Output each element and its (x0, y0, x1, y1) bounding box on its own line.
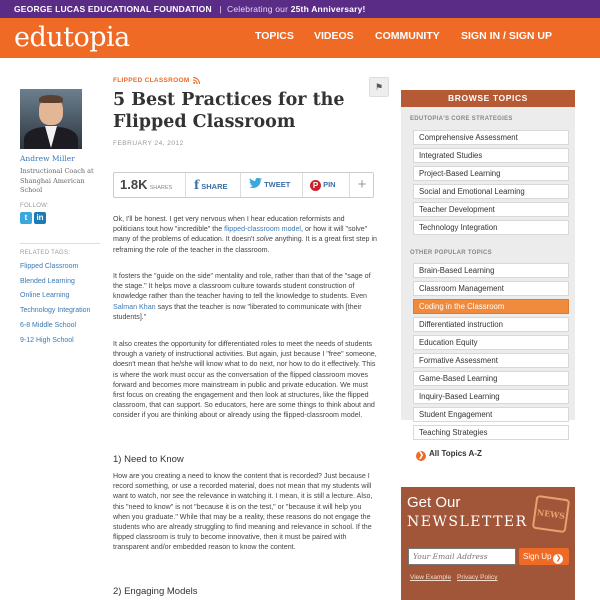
tag-link[interactable]: 9-12 High School (20, 337, 74, 344)
core-strategies-label: EDUTOPIA'S CORE STRATEGIES (410, 116, 513, 122)
all-topics-link[interactable]: ❯ All Topics A-Z (416, 449, 482, 461)
newsletter-panel (401, 487, 575, 600)
tag-link[interactable]: Online Learning (20, 292, 70, 299)
topic-link[interactable]: Comprehensive Assessment (413, 130, 569, 145)
site-header (0, 18, 600, 58)
share-count: 1.8K SHARES (114, 173, 186, 197)
browse-topics-panel (401, 90, 575, 420)
author-title: Instructional Coach at Shanghai American School (20, 167, 94, 194)
article-paragraph: It also creates the opportunity for differentiated roles to meet the needs of students through a variety of instructional activities. But again, just because I "free" someone, doesn't mean that he/she will know what to do next, nor how to do it effectively. This is where the work must occur as the conversation of the flipped classroom moves forward and becomes more mainstream in public and private education. We must first focus on creating the engagement and then look at structures, like the flipped classroom, that can support. So educators, here are some things to think about and consider if you are thinking about or already using the flipped-classroom model. (113, 340, 377, 420)
topic-link[interactable]: Student Engagement (413, 407, 569, 422)
topic-link[interactable]: Classroom Management (413, 281, 569, 296)
pinterest-share-button[interactable]: P PIN (303, 173, 350, 197)
view-example-link[interactable]: View Example (410, 574, 452, 581)
twitter-icon (249, 178, 262, 188)
related-tags-label: RELATED TAGS: (20, 250, 71, 256)
bookmark-button[interactable] (369, 77, 389, 97)
article-date: FEBRUARY 24, 2012 (113, 140, 184, 147)
more-share-button[interactable]: + (357, 176, 367, 193)
tag-link[interactable]: Flipped Classroom (20, 263, 79, 270)
arrow-right-icon: ❯ (553, 554, 563, 564)
tag-link[interactable]: 6-8 Middle School (20, 322, 77, 329)
edutopia-logo[interactable]: edutopia (14, 22, 130, 53)
topic-link[interactable]: Teacher Development (413, 202, 569, 217)
author-avatar[interactable] (20, 89, 82, 149)
topic-link[interactable]: Differentiated instruction (413, 317, 569, 332)
news-stamp-icon: NEWS (532, 495, 570, 533)
category-link[interactable]: FLIPPED CLASSROOM (113, 77, 190, 84)
facebook-icon: f (194, 178, 200, 192)
rss-icon[interactable] (193, 77, 200, 84)
email-field[interactable] (408, 548, 516, 565)
twitter-share-button[interactable]: TWEET (241, 173, 303, 197)
topic-link-active[interactable]: Coding in the Classroom (413, 299, 569, 314)
topic-link[interactable]: Formative Assessment (413, 353, 569, 368)
twitter-follow-icon[interactable]: t (20, 212, 32, 224)
topic-link[interactable]: Inquiry-Based Learning (413, 389, 569, 404)
nav-sign-in[interactable]: SIGN IN / SIGN UP (461, 30, 553, 42)
privacy-policy-link[interactable]: Privacy Policy (457, 574, 498, 581)
newsletter-title: NEWSLETTER (407, 514, 528, 530)
share-bar (113, 172, 374, 198)
salman-khan-link[interactable]: Salman Khan (113, 302, 156, 311)
author-name[interactable]: Andrew Miller (20, 154, 75, 163)
topic-link[interactable]: Game-Based Learning (413, 371, 569, 386)
pinterest-icon: P (310, 180, 321, 191)
article-title: 5 Best Practices for the Flipped Classroom (113, 90, 345, 132)
section-heading: 2) Engaging Models (113, 586, 198, 597)
foundation-bar (0, 0, 600, 18)
topic-link[interactable]: Project-Based Learning (413, 166, 569, 181)
newsletter-get: Get Our (407, 494, 461, 511)
foundation-name[interactable]: GEORGE LUCAS EDUCATIONAL FOUNDATION (14, 4, 212, 14)
nav-community[interactable]: COMMUNITY (375, 30, 440, 42)
article-paragraph: Ok, I'll be honest. I get very nervous when I hear education reformists and politicians tout how "incredible" the flipped-classroom model, or how it will "solve" many of the problems of education. It doesn't solve anything. It is a great first step in reframing the role of the teacher in the classroom. (113, 215, 377, 254)
topic-link[interactable]: Education Equity (413, 335, 569, 350)
arrow-right-icon: ❯ (416, 451, 426, 461)
article-paragraph: It fosters the "guide on the side" mentality and role, rather than that of the "sage of the stage." It helps move a classroom culture towards student construction of knowledge rather than the teacher having to tell the knowledge to students. Even Salman Khan says that the teacher is now "liberated to communicate with [their students]." (113, 272, 371, 321)
topic-link[interactable]: Integrated Studies (413, 148, 569, 163)
nav-topics[interactable]: TOPICS (255, 30, 294, 42)
topic-link[interactable]: Social and Emotional Learning (413, 184, 569, 199)
tag-link[interactable]: Technology Integration (20, 307, 91, 314)
tag-link[interactable]: Blended Learning (20, 278, 75, 285)
browse-topics-header: BROWSE TOPICS (401, 90, 575, 107)
popular-topics-label: OTHER POPULAR TOPICS (410, 250, 492, 256)
facebook-share-button[interactable]: f SHARE (186, 173, 241, 197)
linkedin-follow-icon[interactable]: in (34, 212, 46, 224)
divider (20, 243, 100, 244)
topic-link[interactable]: Teaching Strategies (413, 425, 569, 440)
article-paragraph: How are you creating a need to know the content that is recorded? Just because I record something, or use a recorded material, does not mean that my students will want to watch, nor see the relevance in watching it. I mean, it is still a lecture. Also, this "need to know" is not "because it is on the test," or "because it will help you when you graduate." While that may be a reality, these reasons do not engage the students who are already struggling to find meaning and relevance in school. If the flipped classroom is truly to become innovative, then it must be paired with transparent and/or embedded reason to know the content. (113, 472, 373, 552)
sign-up-button[interactable]: Sign Up ❯ (519, 548, 569, 565)
follow-label: FOLLOW: (20, 203, 49, 209)
nav-videos[interactable]: VIDEOS (314, 30, 354, 42)
section-heading: 1) Need to Know (113, 454, 184, 465)
anniversary-banner[interactable]: | Celebrating our 25th Anniversary! (214, 4, 366, 14)
flipped-classroom-link[interactable]: flipped-classroom model (224, 225, 302, 234)
topic-link[interactable]: Brain-Based Learning (413, 263, 569, 278)
topic-link[interactable]: Technology Integration (413, 220, 569, 235)
bookmark-icon: ⚑ (374, 82, 384, 92)
